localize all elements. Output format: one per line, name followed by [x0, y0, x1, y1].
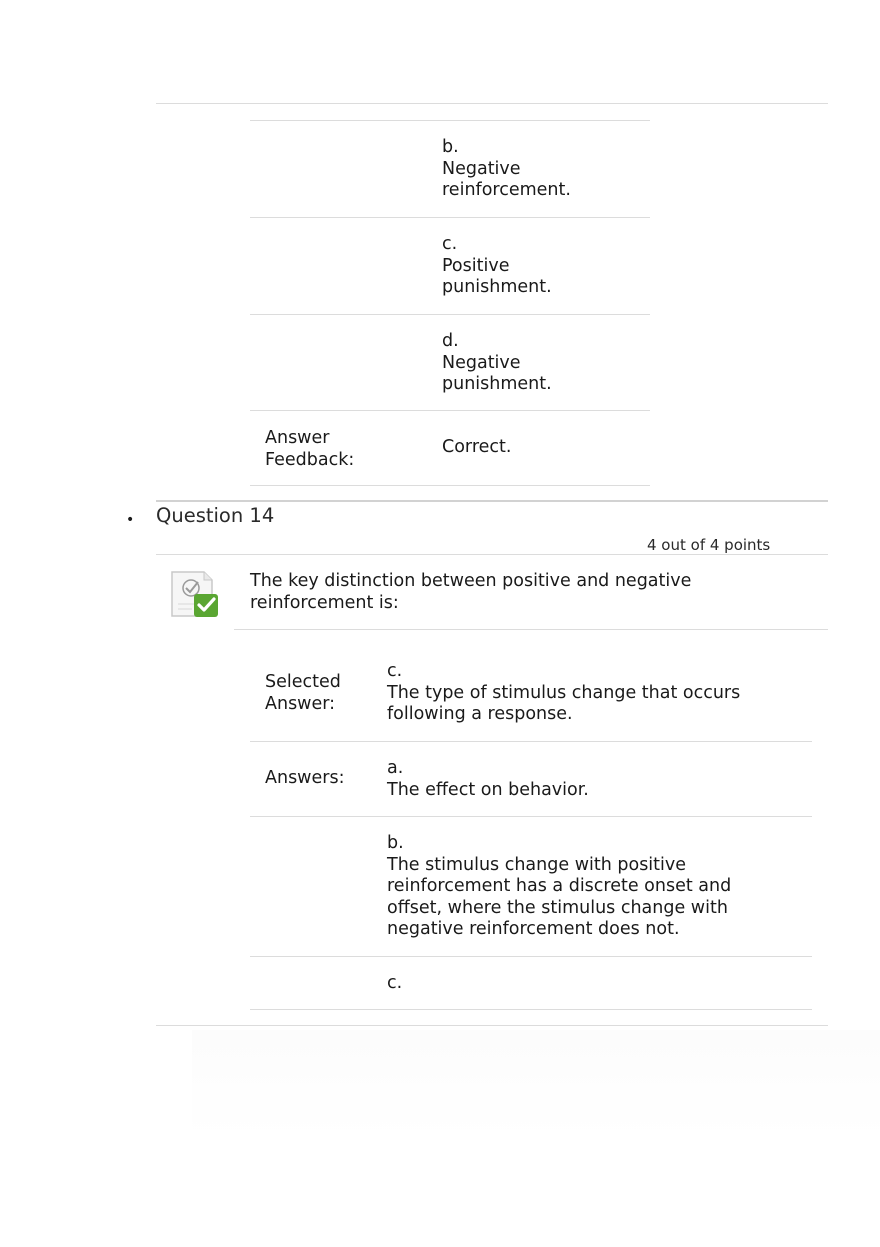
question-divider: [156, 500, 828, 502]
option-letter: b.: [442, 137, 459, 157]
question-points: 4 out of 4 points: [647, 536, 771, 554]
row-divider: [250, 120, 650, 121]
correct-check-icon: [168, 568, 222, 620]
option-text: The stimulus change with positive: [387, 854, 687, 875]
option-letter: b.: [387, 833, 404, 853]
option-text: following a response.: [387, 704, 573, 724]
option-text: punishment.: [442, 374, 552, 394]
feedback-label-line: Feedback:: [265, 449, 355, 470]
row-divider: [250, 314, 650, 315]
prev-option-b: [442, 137, 571, 202]
prompt-divider: [234, 629, 828, 630]
row-divider: [250, 956, 812, 957]
option-text: The effect on behavior.: [387, 779, 589, 800]
answer-option-a: [387, 758, 589, 801]
option-letter: c.: [387, 661, 403, 681]
option-letter: c.: [442, 234, 458, 254]
prev-option-c: [442, 234, 552, 299]
option-letter: a.: [387, 758, 404, 778]
list-bullet: •: [126, 512, 135, 528]
option-letter: c.: [387, 973, 403, 993]
option-text: negative reinforcement does not.: [387, 919, 680, 939]
section-divider: [156, 1025, 828, 1026]
selected-answer-value: [387, 661, 740, 726]
option-text: Negative: [442, 352, 521, 373]
row-divider: [250, 485, 650, 486]
row-divider: [250, 217, 650, 218]
header-divider: [156, 554, 828, 555]
option-text: Negative: [442, 158, 521, 179]
prompt-line: reinforcement is:: [250, 592, 399, 613]
prompt-line: The key distinction between positive and negative: [250, 571, 692, 591]
option-letter: d.: [442, 331, 459, 351]
option-text: Positive: [442, 255, 510, 276]
option-text: The type of stimulus change that occurs: [387, 682, 741, 703]
selected-label-line: Selected: [265, 672, 341, 692]
row-divider: [250, 1009, 812, 1010]
option-text: reinforcement.: [442, 180, 571, 200]
answer-feedback-value: Correct.: [442, 437, 512, 457]
selected-answer-label: [265, 672, 341, 715]
question-title: Question 14: [156, 504, 275, 527]
question-prompt: [250, 571, 691, 614]
selected-label-line: Answer:: [265, 693, 336, 714]
answer-feedback-label: [265, 428, 354, 471]
row-divider: [250, 410, 650, 411]
option-text: punishment.: [442, 277, 552, 297]
row-divider: [250, 816, 812, 817]
answer-option-b: [387, 833, 731, 941]
section-divider: [156, 103, 828, 104]
answers-label: Answers:: [265, 768, 345, 788]
row-divider: [250, 741, 812, 742]
prev-option-d: [442, 331, 552, 396]
feedback-label-line: Answer: [265, 428, 330, 448]
answer-option-c: [387, 973, 402, 995]
option-text: reinforcement has a discrete onset and: [387, 876, 732, 896]
background-shade: [192, 1030, 880, 1140]
option-text: offset, where the stimulus change with: [387, 897, 728, 918]
